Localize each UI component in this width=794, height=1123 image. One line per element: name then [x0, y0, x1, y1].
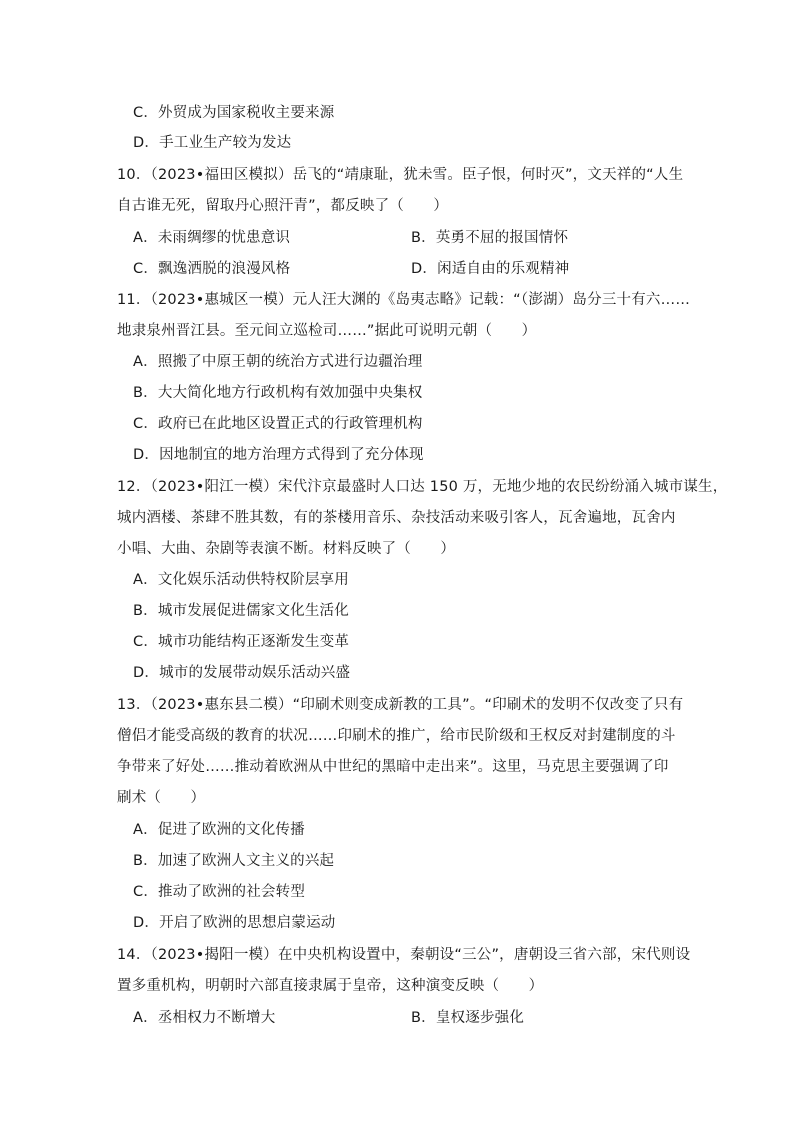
q14-option-a: A．丞相权力不断增大	[133, 1010, 276, 1026]
q14-stem-line-2: 置多重机构，明朝时六部直接隶属于皇帝，这种演变反映（ ）	[117, 978, 544, 994]
q12-option-d: D．城市的发展带动娱乐活动兴盛	[133, 665, 351, 681]
q13-option-b: B．加速了欧洲人文主义的兴起	[133, 853, 335, 869]
q11-stem-line-1: 11．（2023•惠城区一模）元人汪大渊的《岛夷志略》记载：“（澎湖）岛分三十有六……	[117, 292, 691, 308]
q11-stem-line-2: 地隶泉州晋江县。至元间立巡检司……”据此可说明元朝（ ）	[117, 323, 537, 339]
q10-stem-line-2: 自古谁无死，留取丹心照汗青”，都反映了（ ）	[117, 198, 449, 214]
q14-option-b: B．皇权逐步强化	[411, 1010, 525, 1026]
q13-stem-line-2: 僧侣才能受高级的教育的状况……印刷术的推广，给市民阶级和王权反对封建制度的斗	[117, 728, 676, 744]
q11-option-d: D．因地制宜的地方治理方式得到了充分体现	[133, 447, 424, 463]
q9-option-d: D．手工业生产较为发达	[133, 135, 292, 151]
q12-option-c: C．城市功能结构正逐渐发生变革	[133, 634, 350, 650]
q11-option-b: B．大大简化地方行政机构有效加强中央集权	[133, 385, 423, 401]
q10-option-b: B．英勇不屈的报国情怀	[411, 230, 569, 246]
q10-stem-line-1: 10．（2023•福田区模拟）岳飞的“靖康耻，犹未雪。臣子恨，何时灭”，文天祥的“人生	[117, 167, 684, 183]
q11-option-c: C．政府已在此地区设置正式的行政管理机构	[133, 416, 423, 432]
q10-option-a: A．未雨绸缪的忧患意识	[133, 230, 291, 246]
q13-option-a: A．促进了欧洲的文化传播	[133, 822, 305, 838]
q13-stem-line-4: 刷术（ ）	[117, 790, 206, 806]
q11-option-a: A．照搬了中原王朝的统治方式进行边疆治理	[133, 354, 423, 370]
q9-option-c: C．外贸成为国家税收主要来源	[133, 105, 335, 121]
q10-option-c: C．飘逸洒脱的浪漫风格	[133, 261, 291, 277]
q14-stem-line-1: 14．（2023•揭阳一模）在中央机构设置中，秦朝设“三公”，唐朝设三省六部，宋代则设	[117, 947, 691, 963]
q12-option-b: B．城市发展促进儒家文化生活化	[133, 603, 349, 619]
q12-stem-line-2: 城内酒楼、茶肆不胜其数，有的茶楼用音乐、杂技活动来吸引客人，瓦舍遍地，瓦舍内	[117, 510, 676, 526]
q13-option-c: C．推动了欧洲的社会转型	[133, 884, 306, 900]
q13-stem-line-1: 13．（2023•惠东县二模）“印刷术则变成新教的工具”。“印刷术的发明不仅改变了只有	[117, 697, 684, 713]
q10-option-d: D．闲适自由的乐观精神	[411, 261, 570, 277]
q12-stem-line-1: 12．（2023•阳江一模）宋代汴京最盛时人口达 150 万，无地少地的农民纷纷涌入城市谋生，	[117, 479, 728, 495]
q12-stem-line-3: 小唱、大曲、杂剧等表演不断。材料反映了（ ）	[117, 541, 456, 557]
q13-stem-line-3: 争带来了好处……推动着欧洲从中世纪的黑暗中走出来”。这里，马克思主要强调了印	[117, 759, 669, 775]
q13-option-d: D．开启了欧洲的思想启蒙运动	[133, 915, 336, 931]
q12-option-a: A．文化娱乐活动供特权阶层享用	[133, 572, 349, 588]
